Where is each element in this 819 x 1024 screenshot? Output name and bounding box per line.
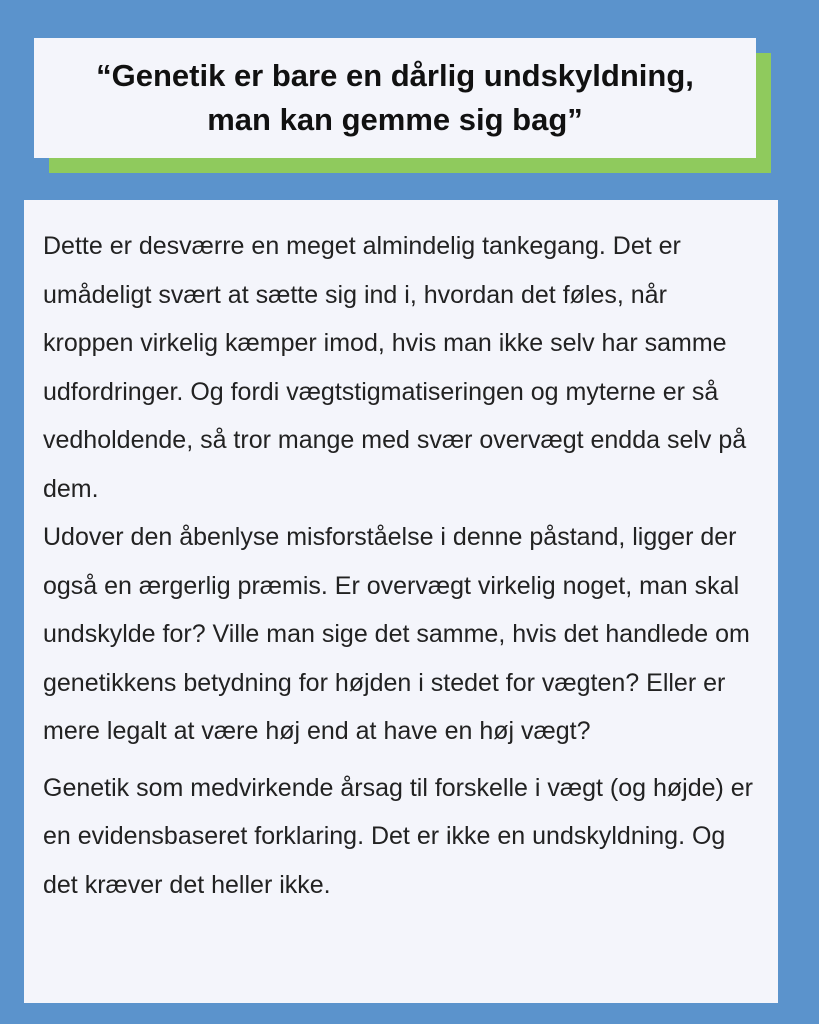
body-card <box>24 200 778 1003</box>
quote-title: “Genetik er bare en dårlig undskyldning, man kan gemme sig bag” <box>96 58 694 137</box>
paragraph-2: Udover den åbenlyse misforståelse i denne påstand, ligger der også en ærgerlig præmis. Er overvægt virkelig noget, man skal undskylde for? Ville man sige det samme, hvis det handlede om genetikkens betydning for højden i stedet for vægten? Eller er mere legalt at være høj end at have en høj vægt? <box>43 523 750 745</box>
paragraph-3: Genetik som medvirkende årsag til forskelle i vægt (og højde) er en evidensbaseret forklaring. Det er ikke en undskyldning. Og det kræver det heller ikke. <box>43 773 754 899</box>
paragraph-1: Dette er desværre en meget almindelig tankegang. Det er umådeligt svært at sætte sig ind i, hvordan det føles, når kroppen virkelig kæmper imod, hvis man ikke selv har samme udfordringer. Og fordi vægtstigmatiseringen og myterne er så vedholdende, så tror mange med svær overvægt endda selv på dem. <box>43 232 747 503</box>
title-card <box>34 38 756 158</box>
